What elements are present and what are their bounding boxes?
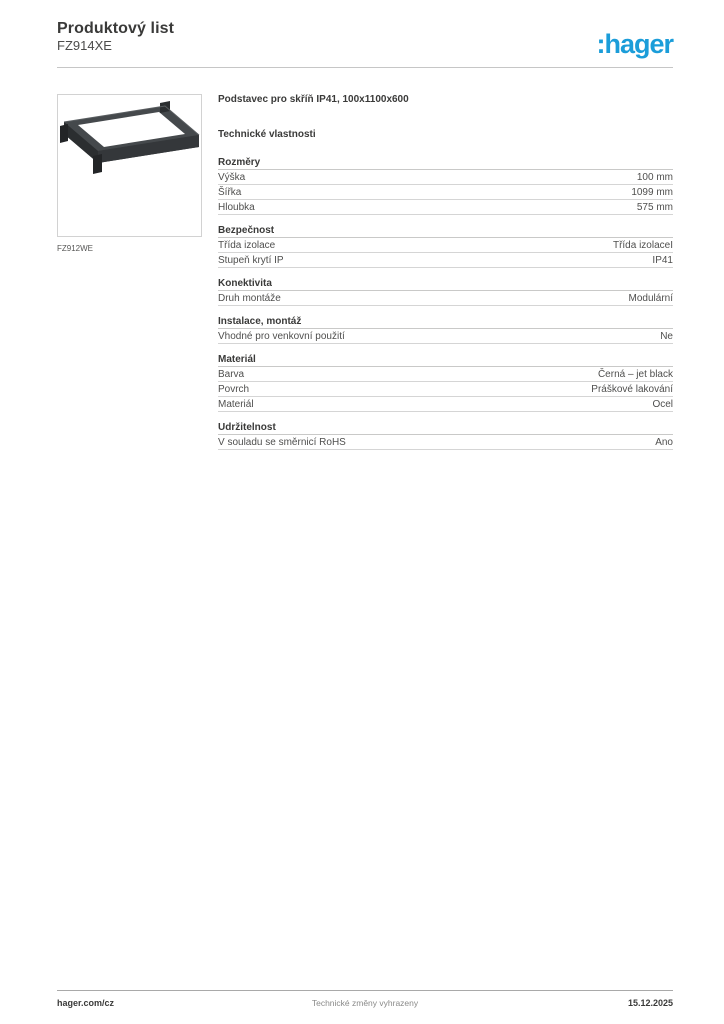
spec-section: [218, 316, 673, 344]
spec-row: [218, 238, 673, 253]
spec-label: Šířka: [218, 187, 242, 198]
spec-value: Modulární: [628, 293, 673, 304]
spec-label: Výška: [218, 172, 246, 183]
spec-value: Třída izolaceI: [612, 240, 673, 251]
spec-section-title: Rozměry: [218, 157, 673, 170]
footer-notice: Technické změny vyhrazeny: [311, 998, 419, 1008]
spec-row: [218, 329, 673, 344]
spec-section: [218, 278, 673, 306]
doc-title: Produktový list: [57, 20, 175, 37]
spec-value: 575 mm: [636, 202, 673, 213]
tech-sections: [218, 157, 673, 450]
product-image-column: [57, 94, 202, 253]
hager-logo: :hager: [596, 29, 673, 59]
footer-date: 15.12.2025: [627, 998, 673, 1008]
content: [218, 94, 673, 460]
footer-website-link[interactable]: hager.com/cz: [57, 998, 115, 1008]
spec-label: Druh montáže: [218, 293, 281, 304]
spec-label: Vhodné pro venkovní použití: [218, 331, 345, 342]
tech-properties-heading: Technické vlastnosti: [218, 129, 316, 140]
header: [57, 20, 673, 60]
spec-section-title: Instalace, montáž: [218, 316, 673, 329]
spec-value: Černá – jet black: [597, 369, 673, 380]
spec-section: [218, 422, 673, 450]
spec-row: [218, 382, 673, 397]
spec-section-title: Bezpečnost: [218, 225, 673, 238]
spec-row: [218, 435, 673, 450]
spec-value: Práškové lakování: [591, 384, 673, 395]
spec-label: Povrch: [218, 384, 250, 395]
spec-section: [218, 354, 673, 412]
spec-label: Barva: [218, 369, 245, 380]
spec-row: [218, 253, 673, 268]
spec-label: Třída izolace: [218, 240, 276, 251]
spec-label: V souladu se směrnicí RoHS: [218, 437, 346, 448]
product-code: FZ914XE: [57, 38, 112, 53]
spec-section-title: Materiál: [218, 354, 673, 367]
product-name: Podstavec pro skříň IP41, 100x1100x600: [218, 94, 409, 105]
spec-label: Hloubka: [218, 202, 255, 213]
spec-value: Ano: [655, 437, 673, 448]
spec-value: IP41: [652, 255, 673, 266]
spec-value: Ne: [660, 331, 673, 342]
spec-value: 1099 mm: [631, 187, 673, 198]
spec-row: [218, 170, 673, 185]
spec-value: 100 mm: [636, 172, 673, 183]
spec-row: [218, 397, 673, 412]
spec-value: Ocel: [652, 399, 673, 410]
spec-section-title: Udržitelnost: [218, 422, 673, 435]
spec-row: [218, 291, 673, 306]
plinth-frame-drawing: [58, 95, 201, 236]
spec-section: [218, 157, 673, 215]
header-divider: [57, 67, 673, 68]
spec-row: [218, 185, 673, 200]
spec-section-title: Konektivita: [218, 278, 673, 291]
spec-row: [218, 367, 673, 382]
footer: [57, 990, 673, 1008]
product-image: [57, 94, 202, 237]
spec-label: Stupeň krytí IP: [218, 255, 284, 266]
spec-section: [218, 225, 673, 268]
product-image-caption: FZ912WE: [57, 244, 94, 253]
spec-row: [218, 200, 673, 215]
spec-label: Materiál: [218, 399, 254, 410]
